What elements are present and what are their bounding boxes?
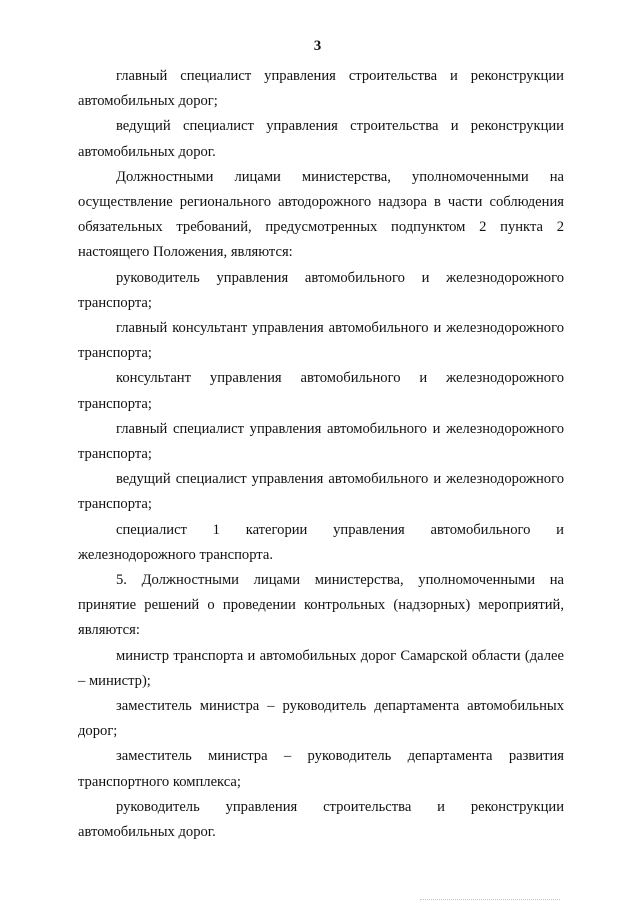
page-number: 3 [313, 38, 322, 54]
paragraph-4: руководитель управления автомобильного и железнодорожного транспорта; [78, 269, 564, 311]
paragraph-1: главный специалист управления строительства и реконструкции автомобильных дорог; [78, 68, 564, 110]
paragraph-3: Должностными лицами министерства, уполномоченными на осуществление регионального автодорожного надзора в части соблюдения обязательных требований, предусмотренных подпунктом 2 пункта 2 настоящего Положения, являются: [78, 168, 564, 261]
paragraph-5: главный консультант управления автомобильного и железнодорожного транспорта; [78, 320, 564, 362]
paragraph-9: специалист 1 категории управления автомобильного и железнодорожного транспорта. [78, 521, 564, 563]
paragraph-6: консультант управления автомобильного и железнодорожного транспорта; [78, 370, 564, 412]
paragraph-13: заместитель министра – руководитель департамента развития транспортного комплекса; [78, 748, 564, 790]
paragraph-7: главный специалист управления автомобильного и железнодорожного транспорта; [78, 420, 564, 463]
paragraph-12: заместитель министра – руководитель департамента автомобильных дорог; [78, 698, 564, 740]
paragraph-11: министр транспорта и автомобильных дорог Самарской области (далее – министр); [78, 647, 564, 689]
paragraph-10: 5. Должностными лицами министерства, уполномоченными на принятие решений о проведении контрольных (надзорных) мероприятий, являются: [78, 572, 564, 639]
paragraph-2: ведущий специалист управления строительства и реконструкции автомобильных дорог. [78, 118, 564, 160]
scan-artifact [420, 895, 560, 900]
document-body [78, 64, 564, 845]
paragraph-8: ведущий специалист управления автомобильного и железнодорожного транспорта; [78, 471, 564, 513]
paragraph-14: руководитель управления строительства и реконструкции автомобильных дорог. [78, 798, 564, 841]
